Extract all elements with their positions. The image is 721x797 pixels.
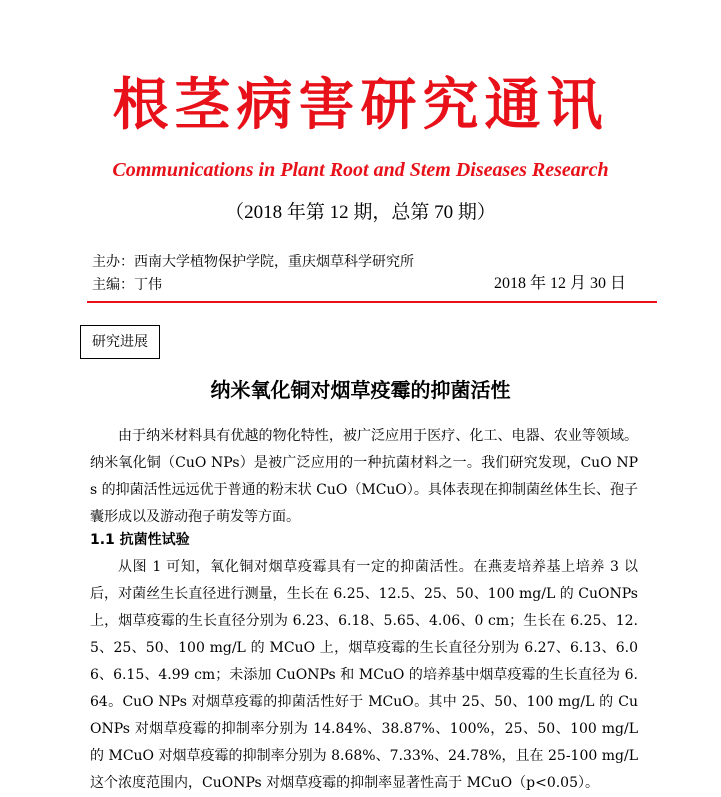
section-heading: 1.1 抗菌性试验 xyxy=(90,532,190,548)
intro-paragraph: 由于纳米材料具有优越的物化特性，被广泛应用于医疗、化工、电器、农业等领域。纳米氧化铜（CuO NPs）是被广泛应用的一种抗菌材料之一。我们研究发现，CuO NPs 的抑菌活性远远优于普通的粉末状 CuO（MCuO）。具体表现在抑制菌丝体生长、孢子囊形成以及游动孢子萌发等方面。 xyxy=(90,428,638,525)
issue-number: （2018 年第 12 期，总第 70 期） xyxy=(225,202,496,223)
section-label: 研究进展 xyxy=(80,325,160,359)
journal-title: 根茎病害研究通讯 xyxy=(112,72,609,138)
publication-date: 2018 年 12 月 30 日 xyxy=(493,275,626,292)
results-paragraph: 从图 1 可知，氧化铜对烟草疫霉具有一定的抑菌活性。在燕麦培养基上培养 3 以后，对菌丝生长直径进行测量，生长在 6.25、12.5、25、50、100 mg/L 的 CuONPs 上，烟草疫霉的生长直径分别为 6.23、6.18、5.65、4.06、0 cm；生长在 6.25、12.5、25、50、100 mg/L 的 MCuO 上，烟草疫霉的生长直径分别为 6.27、6.13、6.06、6.15、4.99 cm；未添加 CuONPs 和 MCuO 的培养基中烟草疫霉的生长直径为 6.64。CuO NPs 对烟草疫霉的抑菌活性好于 MCuO。其中 25、50、100 mg/L 的 CuONPs 对烟草疫霉的抑制率分别为 14.84%、38.87%、100%，25、50、100 mg/L 的 MCuO 对烟草疫霉的抑制率分别为 8.68%、7.33%、24.78%，且在 25-100 mg/L 这个浓度范围内，CuONPs 对烟草疫霉的抑制率显著性高于 MCuO（p<0.05）。 xyxy=(90,559,638,791)
header-divider xyxy=(87,301,657,303)
journal-subtitle: Communications in Plant Root and Stem Diseases Research xyxy=(112,159,609,181)
editor-line: 主编：丁伟 xyxy=(92,277,162,293)
sponsor-line: 主办：西南大学植物保护学院，重庆烟草科学研究所 xyxy=(92,254,414,270)
article-title: 纳米氧化铜对烟草疫霉的抑菌活性 xyxy=(210,378,511,402)
